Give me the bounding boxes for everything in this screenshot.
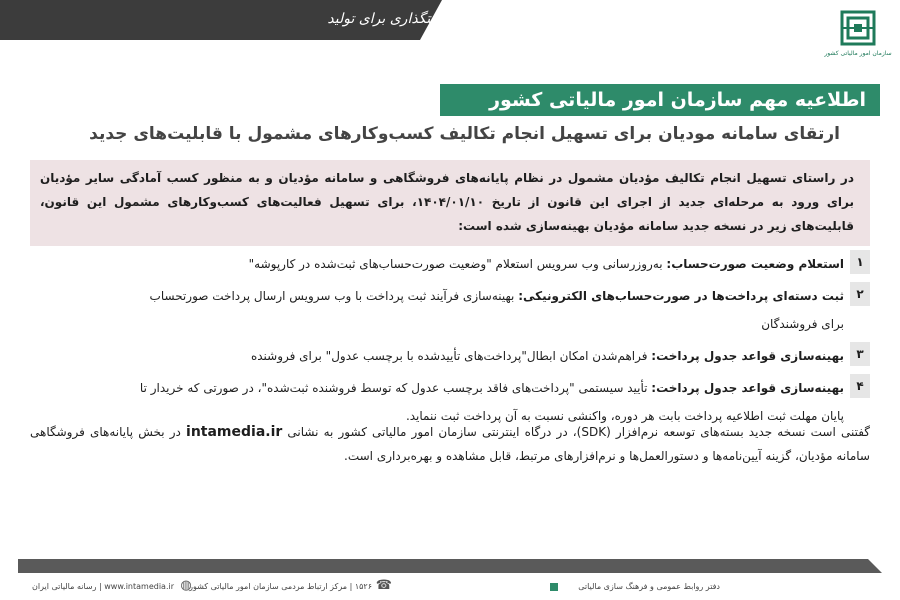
item-title: ثبت دسته‌ای پرداخت‌ها در صورت‌حساب‌های الکترونیکی: [518, 289, 844, 303]
item-number: ۱ [850, 250, 870, 274]
footer-divider [18, 559, 882, 573]
item-text: بهینه‌سازی فرآیند ثبت پرداخت با وب سرویس ارسال پرداخت صورتحساب [149, 289, 519, 303]
item-body [30, 342, 844, 370]
organization-logo-icon [828, 8, 888, 68]
closing-text: گفتنی است نسخه جدید بسته‌های توسعه نرم‌افزار (SDK)، در درگاه اینترنتی سازمان امور مالیاتی کشور به نشانی [282, 425, 870, 439]
intro-paragraph: در راستای تسهیل انجام تکالیف مؤدیان مشمول در نظام پایانه‌های فروشگاهی و سامانه مؤدیان و به منظور کسب آمادگی سایر مؤدیان برای ورود به مرحله‌ای جدید از اجرای این قانون از تاریخ ۱۴۰۴/۰۱/۱۰، برای تسهیل فعالیت‌های کسب‌وکارهای مشمول این قانون، قابلیت‌های زیر در نسخه جدید سامانه مؤدیان بهینه‌سازی شده است: [30, 160, 870, 246]
announcement-title-bar [440, 84, 880, 116]
header [0, 0, 900, 72]
slogan: سیاستگذاری برای تولید [327, 11, 463, 27]
footer-office: دفتر روابط عمومی و فرهنگ سازی مالیاتی [578, 582, 720, 591]
item-text-continued: پایان مهلت ثبت اطلاعیه پرداخت بابت هر دوره، واکنشی نسبت به آن پرداخت ثبت ننماید. [405, 409, 844, 423]
announcement-subtitle: ارتقای سامانه مودیان برای تسهیل انجام تکالیف کسب‌وکارهای مشمول با قابلیت‌های جدید [89, 124, 840, 144]
item-number: ۴ [850, 374, 870, 398]
list-item [30, 342, 870, 370]
item-text: تأیید سیستمی "پرداخت‌های فاقد برچسب عدول که توسط فروشنده ثبت‌شده"، در صورتی که خریدار تا [139, 381, 652, 395]
footer [0, 578, 900, 598]
website-link[interactable]: intamedia.ir [186, 424, 283, 440]
list-item [30, 250, 870, 278]
announcement-title: اطلاعیه مهم سازمان امور مالیاتی کشور [489, 89, 866, 111]
closing-paragraph [30, 420, 870, 468]
footer-bullet [550, 583, 558, 591]
list-item [30, 282, 870, 338]
item-title: استعلام وضعیت صورت‌حساب: [666, 257, 844, 271]
logo-caption: سازمان امور مالیاتی کشور [824, 50, 892, 57]
item-number: ۲ [850, 282, 870, 306]
footer-web[interactable]: www.intamedia.ir | رسانه مالیاتی ایران [31, 582, 174, 591]
footer-phone: ۱۵۲۶ | مرکز ارتباط مردمی سازمان امور مالیاتی کشور [189, 582, 372, 591]
phone-icon: ☎ [375, 578, 392, 593]
item-text: به‌روزرسانی وب سرویس استعلام "وضعیت صورت‌حساب‌های ثبت‌شده در کارپوشه" [248, 257, 667, 271]
item-body [30, 282, 844, 338]
item-number: ۳ [850, 342, 870, 366]
item-body [30, 250, 844, 278]
item-title: بهینه‌سازی قواعد جدول پرداخت: [651, 381, 844, 395]
feature-list [30, 250, 870, 434]
globe-icon: ◍ [180, 578, 192, 593]
item-title: بهینه‌سازی قواعد جدول پرداخت: [651, 349, 844, 363]
item-text-continued: برای فروشندگان [761, 317, 844, 331]
closing-text-end: در بخش پایانه‌های فروشگاهی سامانه مؤدیان، گزینه آیین‌نامه‌ها و دستورالعمل‌ها و نرم‌افزارهای مرتبط، قابل مشاهده و بهره‌برداری است. [30, 425, 870, 463]
item-text: فراهم‌شدن امکان ابطال"پرداخت‌های تأییدشده با برچسب عدول" برای فروشنده [250, 349, 652, 363]
